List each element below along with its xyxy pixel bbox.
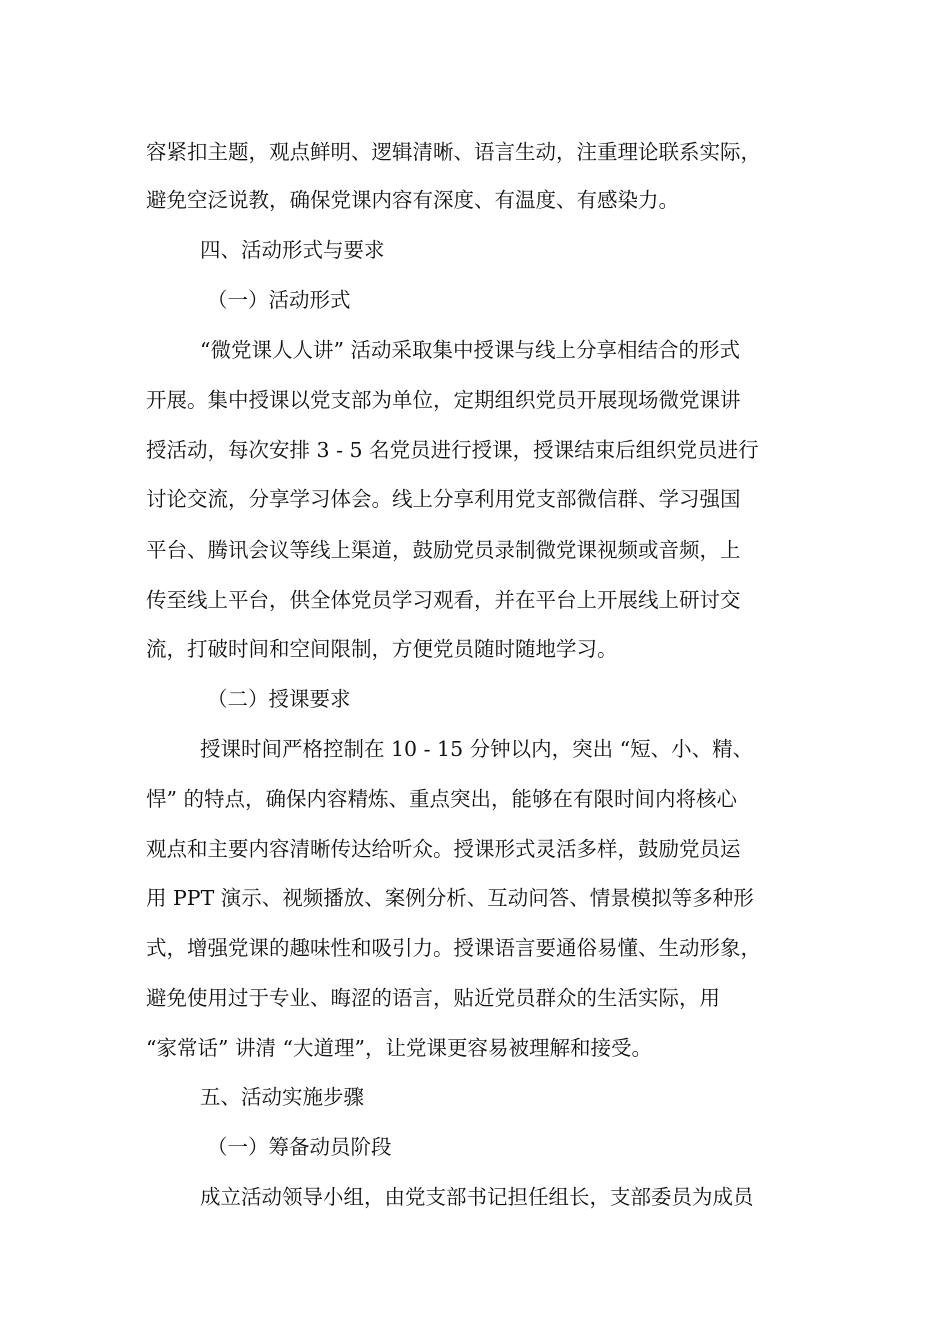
subsection-heading: （一）活动形式 (207, 288, 351, 312)
text-line: 观点和主要内容清晰传达给听众。授课形式灵活多样，鼓励党员运 (146, 837, 741, 861)
text-line: 成立活动领导小组，由党支部书记担任组长，支部委员为成员 (200, 1185, 754, 1209)
text-line: 避免空泛说教，确保党课内容有深度、有温度、有感染力。 (146, 188, 679, 212)
subsection-heading: （一）筹备动员阶段 (207, 1135, 392, 1159)
text-line: “家常话” 讲清 “大道理”，让党课更容易被理解和接受。 (146, 1036, 652, 1060)
text-line: 传至线上平台，供全体党员学习观看，并在平台上开展线上研讨交 (146, 588, 741, 612)
text-line: 平台、腾讯会议等线上渠道，鼓励党员录制微党课视频或音频，上 (146, 538, 741, 562)
text-line: 授活动，每次安排 3 - 5 名党员进行授课，授课结束后组织党员进行 (146, 438, 759, 462)
text-line: 用 PPT 演示、视频播放、案例分析、互动问答、情景模拟等多种形 (146, 886, 754, 910)
text-line: 式，增强党课的趣味性和吸引力。授课语言要通俗易懂、生动形象， (146, 936, 761, 960)
section-heading: 四、活动形式与要求 (200, 238, 385, 262)
section-heading: 五、活动实施步骤 (200, 1085, 364, 1109)
text-line: 开展。集中授课以党支部为单位，定期组织党员开展现场微党课讲 (146, 388, 741, 412)
text-line: 授课时间严格控制在 10 - 15 分钟以内，突出 “短、小、精、 (200, 737, 754, 761)
text-line: 讨论交流，分享学习体会。线上分享利用党支部微信群、学习强国 (146, 487, 741, 511)
text-line: “微党课人人讲” 活动采取集中授课与线上分享相结合的形式 (200, 338, 740, 362)
text-line: 容紧扣主题，观点鲜明、逻辑清晰、语言生动，注重理论联系实际， (146, 140, 761, 164)
text-line: 流，打破时间和空间限制，方便党员随时随地学习。 (146, 637, 618, 661)
subsection-heading: （二）授课要求 (207, 687, 351, 711)
text-line: 避免使用过于专业、晦涩的语言，贴近党员群众的生活实际，用 (146, 986, 720, 1010)
text-line: 悍” 的特点，确保内容精炼、重点突出，能够在有限时间内将核心 (146, 787, 737, 811)
